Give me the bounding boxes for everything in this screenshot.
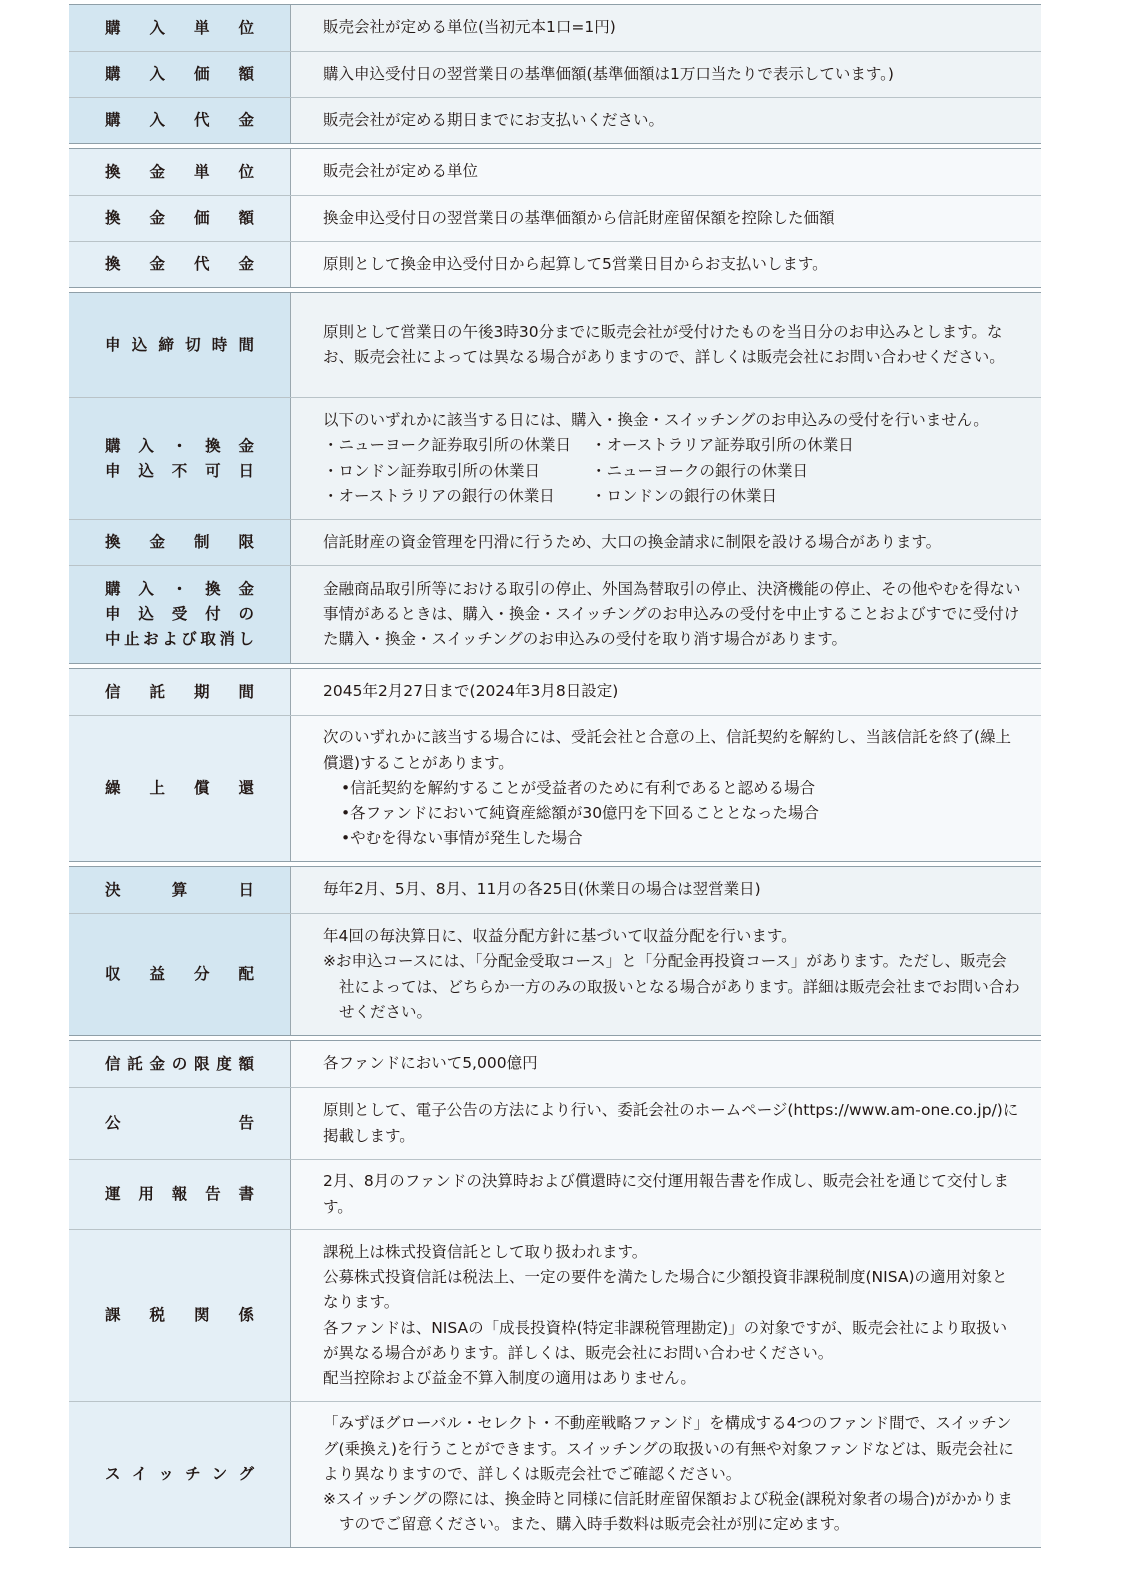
table-row (69, 195, 1041, 241)
row-value: 以下のいずれかに該当する日には、購入・換金・スイッチングのお申込みの受付を行いません。 ・ニューヨーク証券取引所の休業日 ・オーストラリア証券取引所の休業日 ・ロンドン証券取引所の休業日 ・ニューヨークの銀行の休業日 ・オーストラリアの銀行の休業日 ・ロンドンの銀行の休業日 (291, 398, 1041, 519)
table-row (69, 565, 1041, 663)
row-label: 換 金 単 位 (69, 149, 291, 195)
row-value: 信託財産の資金管理を円滑に行うため、大口の換金請求に制限を設ける場合があります。 (291, 520, 1041, 565)
row-label: 換 金 代 金 (69, 242, 291, 287)
row-value: 原則として換金申込受付日から起算して5営業日目からお支払いします。 (291, 242, 1041, 287)
table-row (69, 241, 1041, 287)
row-label: 申 込 締 切 時 間 (69, 293, 291, 397)
table-row (69, 1087, 1041, 1159)
row-value: 年4回の毎決算日に、収益分配方針に基づいて収益分配を行います。 ※お申込コースには、「分配金受取コース」と「分配金再投資コース」があります。ただし、販売会社によっては、どちらか一方のみの取扱いとなる場合があります。詳細は販売会社までお問い合わせください。 (291, 914, 1041, 1035)
row-label: 購 入 ・ 換 金 申 込 受 付 の 中止および取消し (69, 566, 291, 663)
table-row (69, 5, 1041, 51)
table-row (69, 397, 1041, 519)
row-label: 運 用 報 告 書 (69, 1160, 291, 1229)
table-row (69, 715, 1041, 861)
row-label: 購 入 価 額 (69, 52, 291, 97)
table-row (69, 293, 1041, 397)
row-value: 販売会社が定める単位 (291, 149, 1041, 195)
table-row (69, 669, 1041, 715)
row-value: 課税上は株式投資信託として取り扱われます。 公募株式投資信託は税法上、一定の要件を満たした場合に少額投資非課税制度(NISA)の適用対象となります。 各ファンドは、NISAの「成長投資枠(特定非課税管理勘定)」の対象ですが、販売会社により取扱いが異なる場合があります。詳しくは、販売会社にお問い合わせください。 配当控除および益金不算入制度の適用はありません。 (291, 1230, 1041, 1401)
row-label: 繰 上 償 還 (69, 716, 291, 861)
table-row (69, 1159, 1041, 1229)
trust-period-group (69, 668, 1041, 862)
row-label: 換 金 価 額 (69, 196, 291, 241)
row-value: 2045年2月27日まで(2024年3月8日設定) (291, 669, 1041, 715)
row-value: 「みずほグローバル・セレクト・不動産戦略ファンド」を構成する4つのファンド間で、スイッチング(乗換え)を行うことができます。スイッチングの取扱いの有無や対象ファンドなどは、販売会社により異なりますので、詳しくは販売会社でご確認ください。 ※スイッチングの際には、換金時と同様に信託財産留保額および税金(課税対象者の場合)がかかりますのでご留意ください。また、購入時手数料は販売会社が別に定めます。 (291, 1402, 1041, 1547)
fund-details-table (69, 4, 1041, 1548)
row-value: 原則として営業日の午後3時30分までに販売会社が受付けたものを当日分のお申込みとします。なお、販売会社によっては異なる場合がありますので、詳しくは販売会社にお問い合わせください。 (291, 293, 1041, 397)
row-value: 各ファンドにおいて5,000億円 (291, 1041, 1041, 1087)
holiday-list: ・ニューヨーク証券取引所の休業日 ・オーストラリア証券取引所の休業日 ・ロンドン証券取引所の休業日 ・ニューヨークの銀行の休業日 ・オーストラリアの銀行の休業日 ・ロンドンの銀行の休業日 (323, 436, 854, 505)
row-label: 購 入 単 位 (69, 5, 291, 51)
table-row (69, 867, 1041, 913)
row-label: 課 税 関 係 (69, 1230, 291, 1401)
table-row (69, 519, 1041, 565)
application-group (69, 292, 1041, 664)
table-row (69, 97, 1041, 143)
redemption-group (69, 148, 1041, 288)
table-row (69, 1401, 1041, 1547)
row-value: 次のいずれかに該当する場合には、受託会社と合意の上、信託契約を解約し、当該信託を終了(繰上償還)することがあります。 •信託契約を解約することが受益者のために有利であると認める場合 •各ファンドにおいて純資産総額が30億円を下回ることとなった場合 •やむを得ない事情が発生した場合 (291, 716, 1041, 861)
row-label: 収 益 分 配 (69, 914, 291, 1035)
row-label: 購 入 代 金 (69, 98, 291, 143)
row-value: 金融商品取引所等における取引の停止、外国為替取引の停止、決済機能の停止、その他やむを得ない事情があるときは、購入・換金・スイッチングのお申込みの受付を中止することおよびすでに受付けた購入・換金・スイッチングのお申込みの受付を取り消す場合があります。 (291, 566, 1041, 663)
other-group (69, 1040, 1041, 1548)
table-row (69, 149, 1041, 195)
row-value: 購入申込受付日の翌営業日の基準価額(基準価額は1万口当たりで表示しています。) (291, 52, 1041, 97)
row-label: 公 告 (69, 1088, 291, 1159)
table-row (69, 1041, 1041, 1087)
row-value: 原則として、電子公告の方法により行い、委託会社のホームページ(https://www.am-one.co.jp/)に掲載します。 (291, 1088, 1041, 1159)
settlement-group (69, 866, 1041, 1036)
table-row (69, 51, 1041, 97)
purchase-group (69, 4, 1041, 144)
row-label: 信託金の限度額 (69, 1041, 291, 1087)
row-value: 2月、8月のファンドの決算時および償還時に交付運用報告書を作成し、販売会社を通じて交付します。 (291, 1160, 1041, 1229)
row-value: 換金申込受付日の翌営業日の基準価額から信託財産留保額を控除した価額 (291, 196, 1041, 241)
row-label: 信 託 期 間 (69, 669, 291, 715)
row-label: 購 入 ・ 換 金 申 込 不 可 日 (69, 398, 291, 519)
row-value: 毎年2月、5月、8月、11月の各25日(休業日の場合は翌営業日) (291, 867, 1041, 913)
row-label: 決 算 日 (69, 867, 291, 913)
row-value: 販売会社が定める単位(当初元本1口=1円) (291, 5, 1041, 51)
row-label: ス イ ッ チ ン グ (69, 1402, 291, 1547)
table-row (69, 913, 1041, 1035)
table-row (69, 1229, 1041, 1401)
row-label: 換 金 制 限 (69, 520, 291, 565)
row-value: 販売会社が定める期日までにお支払いください。 (291, 98, 1041, 143)
